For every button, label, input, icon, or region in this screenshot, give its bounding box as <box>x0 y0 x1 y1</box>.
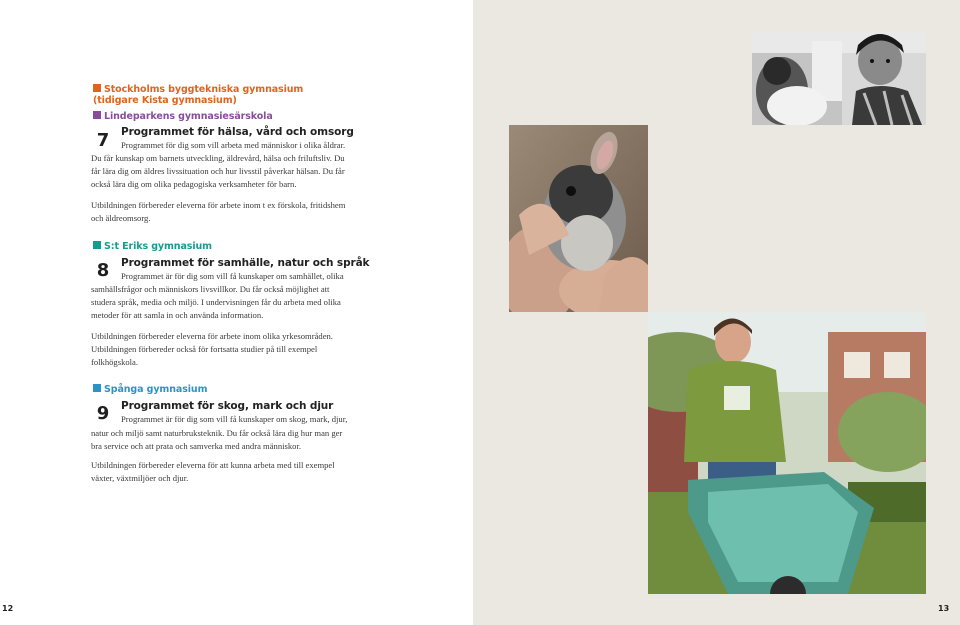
body-text-line: och äldreomsorg. <box>91 213 151 223</box>
body-text-line: Utbildningen förbereder eleverna för att kunna arbeta med till exempel <box>91 460 335 470</box>
blue-square-icon <box>93 384 101 392</box>
purple-square-icon <box>93 111 101 119</box>
wheelbarrow-photo <box>648 312 926 594</box>
program-number-badge: 8 <box>93 258 113 284</box>
school-heading-byggtekniska: Stockholms byggtekniska gymnasium <box>93 84 303 95</box>
body-text-line: Programmet för dig som vill arbeta med människor i olika åldrar. <box>121 140 346 150</box>
body-text-line: samhällsfrågor och människors livsvillkor. Du får också möjlighet att <box>91 284 330 294</box>
program-title: Programmet för samhälle, natur och språk <box>121 257 370 269</box>
body-text-line: Utbildningen förbereder eleverna för arbete inom olika yrkesområden. <box>91 331 333 341</box>
left-page <box>0 0 473 625</box>
body-text-line: Utbildningen förbereder också för fortsatta studier på till exempel <box>91 344 318 354</box>
program-title: Programmet för skog, mark och djur <box>121 400 334 412</box>
right-page <box>473 0 960 625</box>
body-text-line: får lära dig om äldres livssituation och hur livsstil påverkar hälsan. Du får <box>91 166 345 176</box>
body-text-line: Utbildningen förbereder eleverna för arbete inom t ex förskola, fritidshem <box>91 200 346 210</box>
body-text-line: folkhögskola. <box>91 357 139 367</box>
chinchilla-photo <box>509 125 648 312</box>
page-number-right: 13 <box>938 604 950 613</box>
body-text-line: studera språk, media och miljö. I undervisningen får du arbeta med olika <box>91 297 341 307</box>
body-text-line: metoder för att samla in och använda information. <box>91 310 264 320</box>
page-number-left: 12 <box>2 604 14 613</box>
school-heading-lindeparken: Lindeparkens gymnasiesärskola <box>93 111 273 122</box>
body-text-line: också lära dig om olika pedagogiska verksamheter för barn. <box>91 179 297 189</box>
program-title: Programmet för hälsa, vård och omsorg <box>121 126 354 138</box>
body-text-line: Programmet är för dig som vill få kunskaper om samhället, olika <box>121 271 344 281</box>
body-text-line: bra service och att prata och samverka med andra människor. <box>91 441 301 451</box>
students-photo <box>752 31 926 125</box>
program-number-badge: 9 <box>93 401 113 427</box>
school-heading-st-eriks: S:t Eriks gymnasium <box>93 241 212 252</box>
body-text-line: växter, växtmiljöer och djur. <box>91 473 189 483</box>
program-number-badge: 7 <box>93 128 113 154</box>
orange-square-icon <box>93 84 101 92</box>
teal-square-icon <box>93 241 101 249</box>
body-text-line: natur och miljö samt naturbruksteknik. Du får också lära dig hur man ger <box>91 428 343 438</box>
school-heading-byggtekniska-note: (tidigare Kista gymnasium) <box>93 95 237 106</box>
body-text-line: Programmet är för dig som vill få kunskaper om skog, mark, djur, <box>121 414 348 424</box>
body-text-line: Du får kunskap om barnets utveckling, äldrevård, hälsa och friluftsliv. Du <box>91 153 345 163</box>
school-heading-spanga: Spånga gymnasium <box>93 384 207 395</box>
